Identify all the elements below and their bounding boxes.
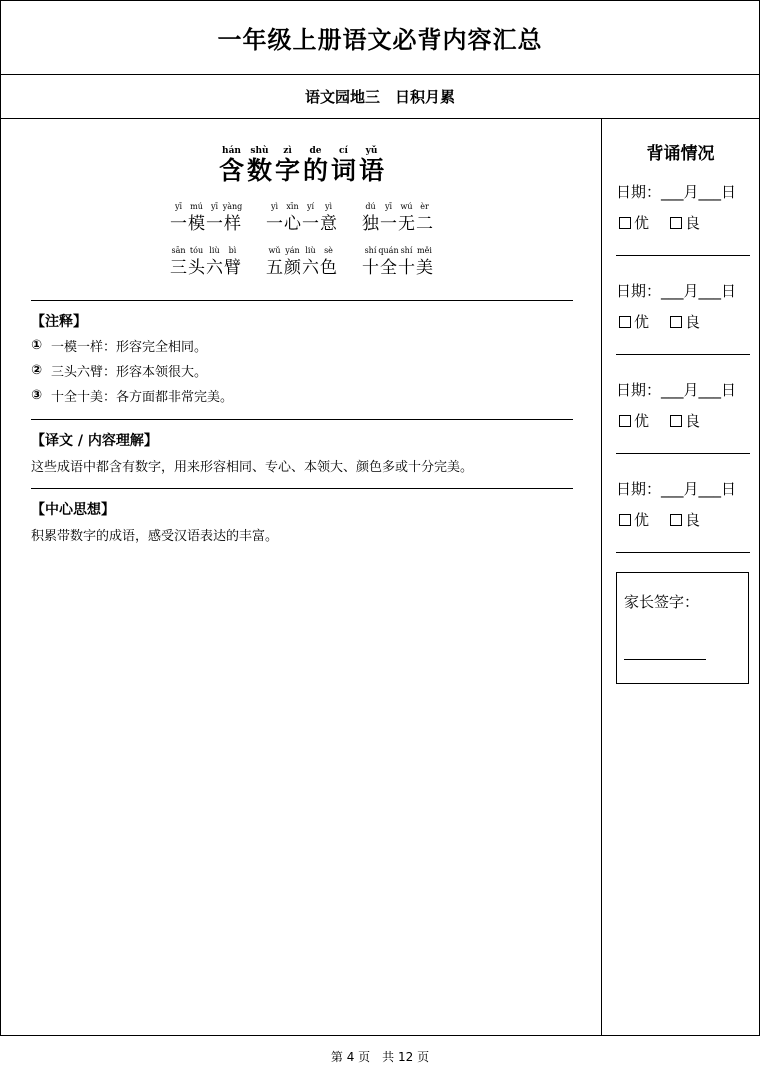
pinyin: shí	[400, 246, 413, 255]
pinyin: quán	[378, 246, 399, 255]
pinyin: yì	[324, 202, 333, 211]
rating-excellent-label: 优	[634, 313, 650, 331]
recitation-record	[616, 280, 750, 355]
section-title: 语文园地三 日积月累	[304, 88, 455, 106]
idiom-char	[398, 201, 416, 235]
title-char	[218, 145, 246, 185]
rating-good[interactable]	[670, 212, 700, 233]
pinyin: mú	[190, 202, 203, 211]
lesson-title	[1, 145, 602, 185]
rating-good[interactable]	[670, 311, 700, 332]
pinyin: èr	[420, 202, 429, 211]
note-item-1	[31, 336, 207, 355]
rating-good-label: 良	[685, 412, 701, 430]
idiom-list	[1, 201, 602, 289]
hanzi: 模	[188, 214, 205, 234]
title-char	[330, 145, 358, 185]
hanzi: 全	[380, 258, 397, 278]
note-number: ②	[31, 363, 43, 378]
idiom-char	[206, 245, 224, 279]
section-title-row	[1, 75, 759, 119]
pinyin: wǔ	[268, 246, 281, 255]
record-rating	[616, 410, 750, 431]
idiom	[362, 201, 434, 235]
record-divider	[616, 255, 750, 256]
checkbox-icon[interactable]	[670, 217, 682, 229]
hanzi: 词	[330, 156, 356, 185]
rating-good-label: 良	[685, 313, 701, 331]
idiom	[266, 201, 338, 235]
recitation-heading: 背诵情况	[646, 144, 715, 164]
central-idea-text: 积累带数字的成语，感受汉语表达的丰富。	[31, 529, 279, 544]
pinyin: yàng	[222, 202, 243, 211]
rating-good-label: 良	[685, 214, 701, 232]
rating-excellent[interactable]	[619, 509, 649, 530]
pinyin: zì	[283, 146, 292, 156]
rating-excellent-label: 优	[634, 412, 650, 430]
content-column	[1, 119, 602, 1035]
hanzi: 样	[224, 214, 241, 234]
pinyin: yī	[174, 202, 183, 211]
record-date[interactable]: 日期：___月___日	[616, 381, 737, 399]
title-char	[246, 145, 274, 185]
parent-signature-label: 家长签字：	[624, 593, 700, 611]
idiom-char	[224, 201, 242, 235]
pinyin: liù	[209, 246, 220, 255]
hanzi: 意	[320, 214, 337, 234]
pinyin: xīn	[286, 202, 299, 211]
idiom-char	[188, 201, 206, 235]
hanzi: 数	[246, 156, 272, 185]
hanzi: 二	[416, 214, 433, 234]
title-char	[302, 145, 330, 185]
idiom-char	[302, 245, 320, 279]
note-text: 十全十美：各方面都非常完美。	[51, 390, 234, 405]
note-item-2	[31, 361, 207, 380]
document-title-row	[1, 1, 759, 75]
signature-line[interactable]	[624, 659, 706, 660]
hanzi: 十	[398, 258, 415, 278]
idiom-char	[284, 245, 302, 279]
record-date[interactable]: 日期：___月___日	[616, 480, 737, 498]
hanzi: 头	[188, 258, 205, 278]
idiom-char	[416, 201, 434, 235]
checkbox-icon[interactable]	[619, 514, 631, 526]
pinyin: dú	[365, 202, 376, 211]
idiom-char	[266, 245, 284, 279]
title-char	[358, 145, 386, 185]
hanzi: 心	[284, 214, 301, 234]
record-rating	[616, 509, 750, 530]
pinyin: yí	[306, 202, 315, 211]
hanzi: 含	[218, 156, 244, 185]
hanzi: 十	[362, 258, 379, 278]
hanzi: 六	[302, 258, 319, 278]
pinyin: yán	[285, 246, 300, 255]
note-item-3	[31, 386, 233, 405]
idiom-char	[362, 201, 380, 235]
hanzi: 臂	[224, 258, 241, 278]
idiom-char	[206, 201, 224, 235]
divider	[31, 488, 573, 489]
idiom-char	[320, 245, 338, 279]
pinyin: shí	[364, 246, 377, 255]
idiom-char	[170, 201, 188, 235]
hanzi: 一	[266, 214, 283, 234]
pinyin: sè	[324, 246, 333, 255]
idiom-char	[302, 201, 320, 235]
hanzi: 一	[302, 214, 319, 234]
idiom-char	[266, 201, 284, 235]
hanzi: 独	[362, 214, 379, 234]
rating-good[interactable]	[670, 410, 700, 431]
note-text: 三头六臂：形容本领很大。	[51, 365, 208, 380]
hanzi: 五	[266, 258, 283, 278]
rating-good-label: 良	[685, 511, 701, 529]
hanzi: 无	[398, 214, 415, 234]
record-date[interactable]: 日期：___月___日	[616, 183, 737, 201]
idiom-char	[188, 245, 206, 279]
idiom-row	[1, 245, 602, 279]
pinyin: yǔ	[365, 146, 378, 156]
pinyin: de	[309, 146, 322, 156]
hanzi: 三	[170, 258, 187, 278]
idiom-char	[284, 201, 302, 235]
hanzi: 色	[320, 258, 337, 278]
idiom-char	[380, 245, 398, 279]
pinyin: yī	[384, 202, 393, 211]
idiom	[170, 201, 242, 235]
idiom	[362, 245, 434, 279]
pinyin: yì	[270, 202, 279, 211]
pinyin: bì	[228, 246, 237, 255]
recitation-sidebar	[602, 119, 759, 1035]
hanzi: 一	[380, 214, 397, 234]
idiom-char	[416, 245, 434, 279]
idiom-char	[380, 201, 398, 235]
pinyin: sān	[171, 246, 186, 255]
rating-excellent[interactable]	[619, 311, 649, 332]
idiom-char	[320, 201, 338, 235]
hanzi: 语	[358, 156, 384, 185]
checkbox-icon[interactable]	[670, 415, 682, 427]
checkbox-icon[interactable]	[619, 316, 631, 328]
note-text: 一模一样：形容完全相同。	[51, 340, 208, 355]
pinyin: shù	[250, 146, 269, 156]
rating-good[interactable]	[670, 509, 700, 530]
hanzi: 美	[416, 258, 433, 278]
recitation-record	[616, 181, 750, 256]
pinyin: yī	[210, 202, 219, 211]
hanzi: 一	[206, 214, 223, 234]
divider	[31, 300, 573, 301]
record-divider	[616, 354, 750, 355]
hanzi: 的	[302, 156, 328, 185]
pinyin: měi	[417, 246, 432, 255]
record-divider	[616, 552, 750, 553]
rating-excellent[interactable]	[619, 212, 649, 233]
pinyin: hán	[222, 146, 241, 156]
record-rating	[616, 212, 750, 233]
hanzi: 六	[206, 258, 223, 278]
divider	[31, 419, 573, 420]
notes-heading: 【注释】	[31, 314, 87, 330]
idiom	[266, 245, 338, 279]
pinyin: cí	[339, 146, 348, 156]
page-footer: 第 4 页 共 12 页	[330, 1050, 430, 1064]
checkbox-icon[interactable]	[670, 514, 682, 526]
idiom-char	[398, 245, 416, 279]
checkbox-icon[interactable]	[670, 316, 682, 328]
checkbox-icon[interactable]	[619, 415, 631, 427]
pinyin: liù	[305, 246, 316, 255]
hanzi: 字	[274, 156, 300, 185]
note-number: ③	[31, 388, 43, 403]
idiom	[170, 245, 242, 279]
record-divider	[616, 453, 750, 454]
recitation-record	[616, 478, 750, 553]
title-char	[274, 145, 302, 185]
idiom-row	[1, 201, 602, 235]
translation-heading: 【译文 / 内容理解】	[31, 433, 158, 449]
record-rating	[616, 311, 750, 332]
idiom-char	[224, 245, 242, 279]
pinyin: tóu	[189, 246, 204, 255]
central-idea-heading: 【中心思想】	[31, 502, 115, 518]
pinyin: wú	[400, 202, 413, 211]
hanzi: 一	[170, 214, 187, 234]
record-date[interactable]: 日期：___月___日	[616, 282, 737, 300]
hanzi: 颜	[284, 258, 301, 278]
document-title: 一年级上册语文必背内容汇总	[217, 26, 543, 54]
idiom-char	[362, 245, 380, 279]
checkbox-icon[interactable]	[619, 217, 631, 229]
recitation-record	[616, 379, 750, 454]
parent-signature-box	[616, 572, 749, 684]
note-number: ①	[31, 338, 43, 353]
translation-text: 这些成语中都含有数字，用来形容相同、专心、本领大、颜色多或十分完美。	[31, 460, 474, 475]
rating-excellent-label: 优	[634, 214, 650, 232]
rating-excellent-label: 优	[634, 511, 650, 529]
rating-excellent[interactable]	[619, 410, 649, 431]
idiom-char	[170, 245, 188, 279]
